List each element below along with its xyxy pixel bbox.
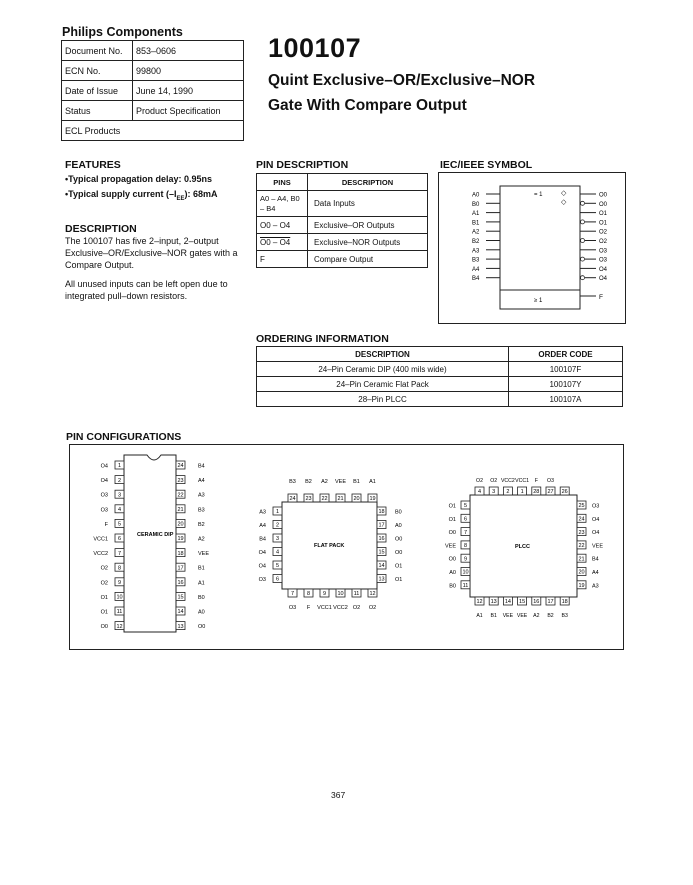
iec-symbol-diagram [438, 172, 626, 324]
order-desc: 24–Pin Ceramic Flat Pack [257, 377, 509, 392]
iec-input-label: A4 [472, 266, 480, 273]
column-header: PINS [257, 174, 308, 191]
pin-number: 21 [177, 507, 184, 513]
iec-inversion-bubble [581, 276, 585, 280]
pin-signal: O1 [448, 503, 456, 510]
pin-signal: VEE [198, 551, 210, 558]
pin-number: 17 [378, 522, 385, 529]
pin-config-diagram [70, 445, 621, 647]
pin-signal: A2 [321, 479, 328, 485]
pin-signal: A3 [592, 583, 599, 590]
gate-block [500, 186, 580, 290]
info-value: June 14, 1990 [133, 81, 244, 101]
pin-number: 15 [177, 594, 184, 601]
pin-signal: O3 [100, 492, 108, 499]
order-code: 100107F [508, 362, 622, 377]
pin-signal: O2 [368, 605, 377, 611]
pin-signal: VEE [502, 613, 514, 619]
pin-signal: A3 [259, 509, 266, 516]
pin-signal: B0 [198, 594, 205, 601]
pin-number: 1 [275, 509, 280, 516]
iec-input-label: A2 [472, 229, 480, 236]
pin-number: 7 [463, 529, 468, 536]
table-header-row [257, 347, 623, 362]
pin-number: 14 [378, 563, 385, 570]
pin-number: 4 [117, 507, 122, 513]
pin-number: 6 [463, 516, 468, 523]
pin-signal: VCC1 [317, 605, 332, 611]
iec-output-label: O4 [599, 276, 608, 283]
flatpack-bottom-pins [288, 589, 377, 611]
pin-signal: B0 [395, 509, 402, 516]
pin-number: 22 [578, 543, 585, 550]
table-header-row [257, 174, 428, 191]
pin-signal: O2 [490, 478, 498, 484]
pin-number: 8 [306, 591, 311, 598]
pin-signal: B4 [198, 463, 205, 470]
pin-signal: O3 [288, 605, 297, 611]
pin-number: 21 [578, 556, 585, 563]
pin-number: 13 [490, 599, 497, 606]
pin-number: 4 [477, 489, 482, 496]
pin-number: 17 [177, 565, 184, 572]
pin-signal: O1 [395, 563, 403, 570]
pin-signal: B1 [490, 613, 497, 619]
description-heading: DESCRIPTION [65, 223, 137, 235]
table-row [257, 377, 623, 392]
pins-cell: A0 – A4, B0 – B4 [257, 191, 308, 217]
pin-number: 15 [519, 599, 526, 606]
info-value: Product Specification [133, 101, 244, 121]
pins-cell [257, 234, 308, 251]
pin-number: 5 [117, 521, 122, 528]
compare-function-label: ≥ 1 [534, 298, 543, 304]
table-row [257, 251, 428, 268]
pin-signal: O3 [258, 577, 266, 583]
feature-item: •Typical propagation delay: 0.95ns [65, 174, 213, 184]
iec-input-label: A0 [472, 192, 480, 199]
pins-overlined: O0 – O4 [260, 237, 291, 247]
pin-signal: VCC2 [333, 605, 348, 611]
pin-signal: O3 [592, 503, 600, 510]
pin-signal: O4 [100, 463, 108, 470]
pin-number: 14 [177, 609, 184, 616]
flatpack-top-pins [288, 479, 377, 502]
pin-description-table [256, 173, 428, 268]
iec-output-label: O2 [599, 239, 608, 245]
dip-right-pins [176, 461, 209, 630]
info-key: Date of Issue [62, 81, 133, 101]
pin-signal: A2 [533, 613, 540, 619]
iec-output-label: O0 [599, 192, 608, 199]
pin-number: 18 [177, 550, 184, 557]
pin-number: 2 [506, 489, 510, 496]
pin-signal: B2 [305, 479, 312, 485]
pin-signal: O4 [100, 478, 108, 485]
product-family: ECL Products [62, 121, 244, 141]
iec-inversion-bubble [581, 257, 585, 261]
pin-signal: O0 [198, 624, 206, 631]
info-key: Document No. [62, 41, 133, 61]
pin-signal: A1 [476, 613, 483, 619]
column-header: ORDER CODE [508, 347, 622, 362]
pin-number: 16 [533, 599, 540, 606]
pin-number: 8 [117, 565, 122, 572]
info-row [62, 101, 244, 121]
pin-signal: O4 [258, 563, 266, 570]
pin-number: 17 [547, 599, 554, 606]
pin-number: 9 [463, 556, 468, 563]
pin-signal: F [534, 478, 538, 484]
open-output-icon: ◇ [561, 190, 567, 197]
ordering-heading: ORDERING INFORMATION [256, 333, 389, 345]
iec-inversion-bubble [581, 201, 585, 205]
gate-function-label: = 1 [534, 192, 543, 198]
iec-input-label: A1 [472, 211, 480, 218]
pin-signal: O1 [395, 577, 403, 583]
part-title: Quint Exclusive–OR/Exclusive–NOR Gate With Compare Output [268, 72, 536, 114]
pin-signal: VCC2 [93, 551, 108, 558]
pin-number: 19 [578, 583, 585, 589]
pin-number: 22 [177, 492, 184, 499]
pin-signal: B4 [592, 556, 599, 563]
pin-number: 12 [116, 623, 123, 630]
pin-number: 9 [322, 591, 327, 598]
pin-number: 18 [378, 509, 385, 516]
table-row [257, 362, 623, 377]
iec-symbol-heading: IEC/IEEE SYMBOL [440, 159, 533, 171]
iec-output-label: O3 [599, 248, 608, 255]
iec-input-label: B2 [472, 239, 480, 245]
flatpack-right-pins [377, 507, 402, 583]
table-row [257, 191, 428, 217]
plcc-top-pins [475, 478, 569, 495]
pin-number: 23 [578, 529, 585, 536]
pin-signal: B3 [561, 613, 568, 619]
pin-number: 19 [177, 536, 184, 543]
column-header: DESCRIPTION [257, 347, 509, 362]
desc-cell: Compare Output [308, 251, 428, 268]
pin-signal: O1 [100, 594, 108, 601]
pin-number: 12 [476, 599, 483, 606]
pin-signal: O2 [476, 478, 483, 484]
column-header: DESCRIPTION [308, 174, 428, 191]
pin-signal: O0 [448, 530, 456, 537]
pin-number: 16 [378, 536, 385, 543]
company-name: Philips Components [62, 25, 183, 39]
feature-item [65, 189, 218, 202]
pin-number: 1 [117, 463, 122, 470]
pin-number: 1 [520, 489, 524, 496]
plcc-left-pins [445, 501, 470, 589]
iec-input-label: B4 [472, 276, 480, 283]
info-row [62, 41, 244, 61]
pin-number: 2 [275, 522, 280, 529]
pin-number: 11 [462, 583, 469, 589]
pin-number: 5 [275, 563, 280, 570]
pin-number: 23 [177, 477, 184, 484]
page-number: 367 [331, 790, 346, 800]
pin-number: 10 [116, 594, 123, 601]
pin-number: 9 [117, 580, 122, 586]
pin-signal: VCC2 [500, 478, 515, 484]
open-output-icon: ◇ [561, 199, 567, 206]
pin-signal: B2 [198, 521, 205, 528]
pin-signal: O0 [448, 556, 456, 563]
pin-signal: O3 [547, 478, 554, 484]
pin-signal: B3 [289, 479, 296, 485]
iec-output-label: O2 [599, 229, 608, 236]
info-row [62, 61, 244, 81]
symbol-frame [439, 173, 626, 324]
info-row [62, 121, 244, 141]
pin-number: 27 [547, 489, 554, 496]
pin-signal: A4 [198, 478, 205, 485]
pin-number: 20 [353, 496, 360, 503]
dip-body [124, 455, 176, 632]
pin-number: 12 [369, 591, 376, 598]
pins-cell: F [257, 251, 308, 268]
pin-signal: O4 [592, 516, 600, 523]
part-number: 100107 [268, 33, 362, 63]
iec-input-label: B3 [472, 257, 480, 264]
pin-number: 28 [533, 489, 540, 496]
pin-signal: A0 [198, 609, 205, 616]
desc-cell: Exclusive–OR Outputs [308, 217, 428, 234]
pin-signal: A1 [369, 479, 376, 485]
iec-input-label: B1 [472, 220, 480, 227]
pin-signal: O3 [100, 507, 108, 514]
iec-output-label: O1 [599, 220, 608, 227]
pin-signal: O1 [100, 609, 108, 616]
pin-signal: O1 [448, 516, 456, 523]
pin-signal: A2 [198, 536, 205, 543]
iec-inversion-bubble [581, 239, 585, 243]
flatpack-label: FLAT PACK [314, 543, 345, 549]
table-row [257, 234, 428, 251]
iec-input-label: A3 [472, 248, 480, 255]
pin-number: 20 [578, 569, 585, 576]
pin-number: 15 [378, 549, 385, 556]
pin-number: 25 [578, 503, 585, 510]
pin-number: 11 [353, 591, 360, 598]
pin-number: 19 [369, 496, 376, 503]
pin-description-heading: PIN DESCRIPTION [256, 159, 349, 171]
pin-number: 18 [561, 599, 568, 606]
pin-signal: B0 [449, 583, 456, 590]
table-row [257, 392, 623, 407]
document-info-table [61, 40, 244, 141]
pin-signal: A1 [198, 580, 205, 587]
pin-signal: O4 [258, 550, 266, 556]
pin-number: 7 [290, 591, 295, 598]
pin-signal: B1 [198, 565, 205, 572]
pin-number: 13 [378, 576, 385, 583]
pin-signal: VEE [516, 613, 528, 619]
f-output-label: F [599, 294, 603, 301]
pin-signal: O2 [352, 605, 361, 611]
desc-cell: Data Inputs [308, 191, 428, 217]
pin-number: 24 [177, 463, 184, 470]
pin-number: 16 [177, 580, 184, 586]
iec-output-label: O4 [599, 266, 608, 273]
pin-signal: O2 [100, 565, 108, 572]
pin-number: 4 [275, 549, 280, 556]
iec-input-label: B0 [472, 201, 480, 208]
pin-number: 6 [275, 576, 280, 583]
pin-signal: VCC1 [93, 536, 108, 543]
feature-text: •Typical supply current (–I [65, 189, 177, 199]
pin-signal: B4 [259, 536, 266, 543]
info-value: 853–0606 [133, 41, 244, 61]
description-paragraph: All unused inputs can be left open due to integrated pull–down resistors. [65, 279, 228, 301]
iec-inputs [472, 193, 500, 283]
pin-signal: O0 [395, 536, 403, 543]
iec-inversion-bubble [581, 220, 585, 224]
pin-number: 26 [561, 489, 568, 496]
pin-signal: VCC1 [515, 478, 530, 484]
pin-signal: A0 [395, 523, 402, 529]
info-key: ECN No. [62, 61, 133, 81]
pin-signal: VEE [592, 543, 604, 550]
pin-number: 6 [117, 536, 122, 543]
pin-number: 3 [492, 489, 496, 496]
pin-number: 13 [177, 623, 184, 630]
pin-signal: O2 [100, 580, 108, 587]
iec-output-label: O0 [599, 201, 608, 208]
pin-config-heading: PIN CONFIGURATIONS [66, 431, 182, 443]
pin-number: 24 [289, 496, 296, 503]
pin-number: 2 [117, 477, 122, 484]
pin-signal: O0 [395, 550, 403, 556]
ordering-table [256, 346, 623, 407]
order-code: 100107A [508, 392, 622, 407]
pin-number: 7 [117, 550, 122, 557]
flatpack-left-pins [259, 507, 282, 583]
pin-signal: O0 [100, 624, 108, 631]
pin-signal: A4 [592, 570, 599, 576]
pins-cell: O0 – O4 [257, 217, 308, 234]
pin-signal: B3 [198, 507, 205, 514]
desc-cell: Exclusive–NOR Outputs [308, 234, 428, 251]
table-row [257, 217, 428, 234]
info-value: 99800 [133, 61, 244, 81]
dip-label: CERAMIC DIP [137, 532, 174, 538]
info-key: Status [62, 101, 133, 121]
pin-number: 20 [177, 521, 184, 528]
pin-number: 5 [463, 503, 468, 510]
pin-signal: B2 [547, 613, 554, 619]
iec-output-label: O3 [599, 257, 608, 264]
pin-signal: F [104, 521, 108, 528]
pin-number: 24 [578, 516, 585, 523]
pin-number: 8 [463, 543, 468, 550]
plcc-bottom-pins [475, 597, 569, 619]
pin-signal: F [306, 605, 311, 611]
feature-subscript: EE [176, 195, 185, 202]
pin-number: 11 [116, 609, 123, 616]
pin-signal: O4 [592, 530, 600, 537]
order-desc: 28–Pin PLCC [257, 392, 509, 407]
pin-signal: VEE [334, 479, 347, 485]
pin-number: 3 [275, 536, 280, 543]
pin-signal: VEE [444, 543, 456, 550]
order-code: 100107Y [508, 377, 622, 392]
pin-signal: B1 [353, 479, 360, 485]
plcc-right-pins [577, 501, 603, 589]
pin-number: 10 [337, 591, 344, 598]
iec-outputs [580, 193, 608, 283]
pin-number: 3 [117, 492, 122, 499]
pin-signal: A0 [449, 570, 456, 576]
pin-number: 21 [337, 496, 344, 503]
feature-text: ): 68mA [184, 189, 218, 199]
plcc-label: PLCC [515, 544, 530, 550]
pin-number: 10 [462, 569, 469, 576]
iec-output-label: O1 [599, 211, 608, 218]
pin-number: 22 [321, 496, 328, 503]
pin-number: 14 [504, 599, 511, 606]
dip-left-pins [93, 461, 124, 630]
features-heading: FEATURES [65, 159, 121, 171]
pin-number: 23 [305, 496, 312, 503]
info-row [62, 81, 244, 101]
description-paragraph: The 100107 has five 2–input, 2–output Exclusive–OR/Exclusive–NOR gates with a Compare Output. [65, 236, 238, 270]
order-desc: 24–Pin Ceramic DIP (400 mils wide) [257, 362, 509, 377]
pin-signal: A3 [198, 492, 205, 499]
pin-signal: A4 [259, 523, 266, 529]
